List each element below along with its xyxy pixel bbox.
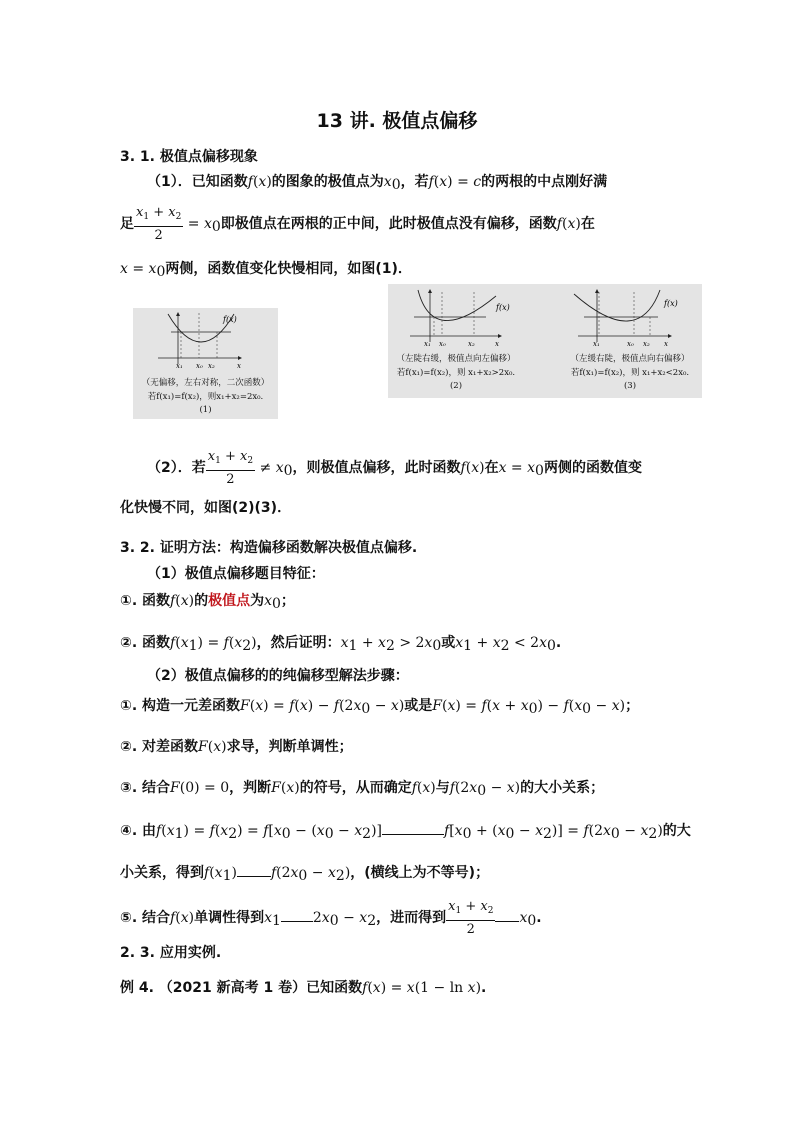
step-1: ①. 构造一元差函数$F(x) = f(x) - f(2x_0 - x)$或是$F(x) = f(x + x_0) - f(x_0 - x)$； bbox=[120, 698, 640, 717]
para-1-line-2: 足 $\frac{x_1 + x_2}{2}$ = $x_0$即极值点在两根的正中间，此时极值点没有偏移，函数f(x)在 bbox=[120, 205, 595, 243]
inequality-blank[interactable] bbox=[382, 834, 444, 835]
figure-1-graph bbox=[133, 308, 278, 419]
section-heading-3-1: 3. 1. 极值点偏移现象 bbox=[120, 149, 258, 165]
figure-3-caption-2: 若f(x₁)=f(x₂)，则 x₁+x₂<2x₀. bbox=[570, 368, 690, 378]
feature-item-1: ①. 函数f(x)的极值点为$x_0$； bbox=[120, 593, 295, 612]
svg-text:x₁: x₁ bbox=[424, 340, 431, 348]
svg-text:f(x): f(x) bbox=[496, 303, 510, 312]
figure-1-number: (1) bbox=[199, 405, 212, 415]
figure-2-caption-1: （左陡右缓，极值点向左偏移） bbox=[396, 354, 516, 364]
svg-text:x₁: x₁ bbox=[593, 340, 600, 348]
section-heading-3-2: 3. 2. 证明方法：构造偏移函数解决极值点偏移. bbox=[120, 540, 418, 556]
inequality-blank[interactable] bbox=[237, 876, 271, 877]
para-1-line-3: $x = x_0$两侧，函数值变化快慢相同，如图(1)． bbox=[120, 261, 412, 280]
para-2-line-2: 化快慢不同，如图(2)(3)． bbox=[120, 500, 292, 516]
para-2-line-1: （2）．若 $\frac{x_1 + x_2}{2}$ ≠ $x_0$，则极值点偏移，此时函数f(x)在$x = x_0$两侧的函数值变 bbox=[147, 449, 642, 487]
figure-1-caption-1: （无偏移，左右对称，二次函数） bbox=[141, 378, 270, 388]
para-1-line-1: （1）．已知函数f(x)的图象的极值点为$x_0$，若f(x) = c的两根的中点刚好满 bbox=[147, 174, 608, 193]
step-4-cont: 小关系，得到$f(x_1) f(2x_0 - x_2)$，(横线上为不等号)； bbox=[120, 865, 490, 884]
step-4: ④. 由$f(x_1) = f(x_2) = f[x_0 - (x_0 - x_2)] f[x_0 + (x_0 - x_2)] = f(2x_0 - x_2)$的大 bbox=[120, 823, 691, 842]
figure-2-number: (2) bbox=[449, 381, 463, 391]
subheading-features: （1）极值点偏移题目特征： bbox=[147, 566, 325, 582]
svg-text:x₀: x₀ bbox=[196, 362, 203, 370]
step-3: ③. 结合F(0) = 0，判断F(x)的符号，从而确定f(x)与$f(2x_0 - x)$的大小关系； bbox=[120, 780, 605, 799]
svg-text:x: x bbox=[237, 362, 241, 370]
figure-1-caption-2: 若f(x₁)=f(x₂)，则x₁+x₂=2x₀. bbox=[147, 392, 264, 402]
figure-1 bbox=[133, 308, 278, 419]
step-2: ②. 对差函数F(x)求导，判断单调性； bbox=[120, 739, 353, 755]
figure-3-caption-1: （左缓右陡，极值点向右偏移） bbox=[570, 354, 690, 364]
subheading-steps: （2）极值点偏移的的纯偏移型解法步骤： bbox=[147, 668, 409, 684]
figure-3-number: (3) bbox=[623, 381, 637, 391]
example-4: 例 4. （2021 新高考 1 卷）已知函数f(x) = x(1 − ln x). bbox=[120, 980, 487, 996]
svg-text:x₀: x₀ bbox=[627, 340, 634, 348]
section-heading-2-3: 2. 3. 应用实例. bbox=[120, 945, 222, 961]
svg-text:f(x): f(x) bbox=[223, 315, 237, 324]
svg-text:x₂: x₂ bbox=[468, 340, 475, 348]
step-5: ⑤. 结合f(x)单调性得到$x_1$ $2x_0 - x_2$，进而得到 $\frac{x_1 + x_2}{2}$ $x_0$. bbox=[120, 899, 542, 937]
svg-text:x: x bbox=[495, 340, 499, 348]
svg-text:x: x bbox=[664, 340, 668, 348]
svg-text:x₁: x₁ bbox=[176, 362, 183, 370]
figures-2-3 bbox=[388, 284, 702, 398]
feature-item-2: ②. 函数$f(x_1) = f(x_2)$，然后证明：$x_1 + x_2 > 2x_0$或$x_1 + x_2 < 2x_0$. bbox=[120, 635, 562, 654]
page-title: 13 讲. 极值点偏移 bbox=[316, 110, 478, 132]
highlight-extreme-point: 极值点 bbox=[208, 593, 251, 609]
svg-text:f(x): f(x) bbox=[664, 299, 678, 308]
inequality-blank[interactable] bbox=[495, 921, 519, 922]
svg-text:x₂: x₂ bbox=[643, 340, 650, 348]
svg-text:x₀: x₀ bbox=[439, 340, 446, 348]
inequality-blank[interactable] bbox=[281, 921, 313, 922]
svg-text:x₂: x₂ bbox=[208, 362, 215, 370]
figure-2-caption-2: 若f(x₁)=f(x₂)，则 x₁+x₂>2x₀. bbox=[396, 368, 516, 378]
